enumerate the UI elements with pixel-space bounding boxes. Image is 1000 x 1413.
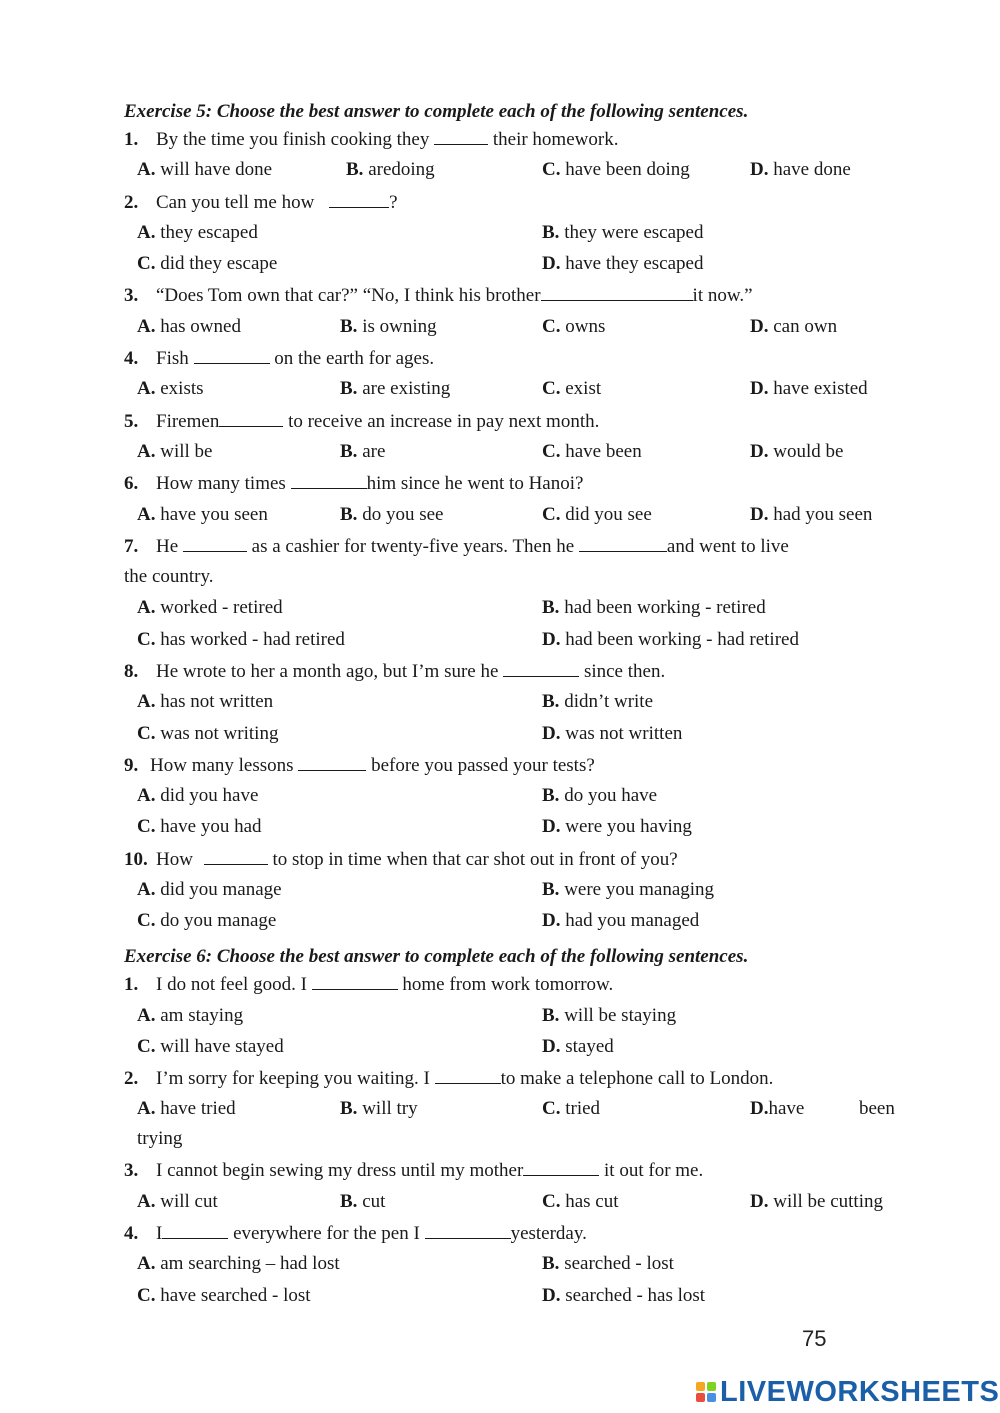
option-b[interactable]: B. searched - lost bbox=[542, 1253, 674, 1274]
option-a[interactable]: A. am searching – had lost bbox=[137, 1253, 340, 1274]
option-a[interactable]: A. worked - retired bbox=[137, 597, 283, 618]
option-c[interactable]: C. owns bbox=[542, 316, 606, 337]
answer-blank[interactable] bbox=[435, 1067, 501, 1084]
answer-blank[interactable] bbox=[291, 472, 367, 489]
question-5-2: 2. Can you tell me how ? bbox=[124, 192, 398, 213]
option-b[interactable]: B. will be staying bbox=[542, 1005, 677, 1026]
option-b[interactable]: B. do you have bbox=[542, 785, 658, 806]
question-5-9: 9. How many lessons before you passed your tests? bbox=[124, 755, 595, 776]
option-d[interactable]: D. have they escaped bbox=[542, 253, 704, 274]
question-6-3: 3. I cannot begin sewing my dress until my mother it out for me. bbox=[124, 1160, 704, 1181]
option-a[interactable]: A. has not written bbox=[137, 691, 274, 712]
answer-blank[interactable] bbox=[434, 128, 488, 145]
option-a[interactable]: A. will be bbox=[137, 441, 213, 462]
option-d[interactable]: D.have bbox=[750, 1098, 805, 1119]
option-d[interactable]: D. will be cutting bbox=[750, 1191, 883, 1212]
option-c[interactable]: C. did you see bbox=[542, 504, 652, 525]
option-c[interactable]: C. was not writing bbox=[137, 723, 279, 744]
logo-text: LIVEWORKSHEETS bbox=[720, 1375, 1000, 1408]
option-c[interactable]: C. do you manage bbox=[137, 910, 277, 931]
option-a[interactable]: A. did you have bbox=[137, 785, 259, 806]
option-a[interactable]: A. am staying bbox=[137, 1005, 244, 1026]
option-d[interactable]: D. have existed bbox=[750, 378, 868, 399]
answer-blank[interactable] bbox=[579, 535, 667, 552]
option-c[interactable]: C. have searched - lost bbox=[137, 1285, 311, 1306]
question-5-7-continued: the country. bbox=[124, 566, 214, 587]
option-b[interactable]: B. were you managing bbox=[542, 879, 715, 900]
option-a[interactable]: A. did you manage bbox=[137, 879, 282, 900]
question-5-3: 3. “Does Tom own that car?” “No, I think his brother it now.” bbox=[124, 285, 753, 306]
exercise-5-heading: Exercise 5: Choose the best answer to complete each of the following sentences. bbox=[124, 101, 749, 122]
option-b[interactable]: B. they were escaped bbox=[542, 222, 704, 243]
option-c[interactable]: C. has cut bbox=[542, 1191, 619, 1212]
option-d[interactable]: D. searched - has lost bbox=[542, 1285, 706, 1306]
question-6-2: 2. I’m sorry for keeping you waiting. I to make a telephone call to London. bbox=[124, 1068, 774, 1089]
answer-blank[interactable] bbox=[425, 1222, 511, 1239]
answer-blank[interactable] bbox=[503, 660, 579, 677]
option-d-continued-line: trying bbox=[137, 1128, 183, 1149]
option-c[interactable]: C. has worked - had retired bbox=[137, 629, 345, 650]
answer-blank[interactable] bbox=[194, 347, 270, 364]
answer-blank[interactable] bbox=[183, 535, 247, 552]
option-b[interactable]: B. do you see bbox=[340, 504, 444, 525]
answer-blank[interactable] bbox=[298, 754, 366, 771]
option-d[interactable]: D. were you having bbox=[542, 816, 692, 837]
logo-icon bbox=[696, 1382, 716, 1402]
option-b[interactable]: B. aredoing bbox=[346, 159, 435, 180]
answer-blank[interactable] bbox=[162, 1222, 228, 1239]
answer-blank[interactable] bbox=[329, 191, 389, 208]
option-d[interactable]: D. was not written bbox=[542, 723, 683, 744]
question-5-4: 4. Fish on the earth for ages. bbox=[124, 348, 435, 369]
question-6-1: 1. I do not feel good. I home from work tomorrow. bbox=[124, 974, 614, 995]
option-c[interactable]: C. have you had bbox=[137, 816, 262, 837]
option-d[interactable]: D. can own bbox=[750, 316, 838, 337]
answer-blank[interactable] bbox=[219, 410, 283, 427]
page-number: 75 bbox=[802, 1326, 827, 1351]
option-b[interactable]: B. cut bbox=[340, 1191, 386, 1212]
option-d[interactable]: D. had you seen bbox=[750, 504, 873, 525]
option-d[interactable]: D. have done bbox=[750, 159, 851, 180]
option-c[interactable]: C. will have stayed bbox=[137, 1036, 284, 1057]
option-c[interactable]: C. have been doing bbox=[542, 159, 690, 180]
option-c[interactable]: C. have been bbox=[542, 441, 642, 462]
option-b[interactable]: B. are bbox=[340, 441, 386, 462]
option-b[interactable]: B. didn’t write bbox=[542, 691, 654, 712]
option-b[interactable]: B. will try bbox=[340, 1098, 418, 1119]
option-c[interactable]: C. tried bbox=[542, 1098, 601, 1119]
question-5-7: 7. He as a cashier for twenty-five years. Then he and went to live bbox=[124, 536, 789, 557]
question-5-5: 5. Firemen to receive an increase in pay next month. bbox=[124, 411, 600, 432]
option-a[interactable]: A. has owned bbox=[137, 316, 241, 337]
option-b[interactable]: B. are existing bbox=[340, 378, 451, 399]
option-a[interactable]: A. they escaped bbox=[137, 222, 258, 243]
answer-blank[interactable] bbox=[204, 848, 268, 865]
option-c[interactable]: C. exist bbox=[542, 378, 602, 399]
option-d[interactable]: D. stayed bbox=[542, 1036, 614, 1057]
option-b[interactable]: B. had been working - retired bbox=[542, 597, 766, 618]
exercise-6-heading: Exercise 6: Choose the best answer to complete each of the following sentences. bbox=[124, 946, 749, 967]
option-b[interactable]: B. is owning bbox=[340, 316, 437, 337]
option-d[interactable]: D. had been working - had retired bbox=[542, 629, 799, 650]
option-a[interactable]: A. have tried bbox=[137, 1098, 236, 1119]
question-5-8: 8. He wrote to her a month ago, but I’m sure he since then. bbox=[124, 661, 666, 682]
answer-blank[interactable] bbox=[541, 284, 693, 301]
question-5-6: 6. How many times him since he went to Hanoi? bbox=[124, 473, 584, 494]
option-a[interactable]: A. will cut bbox=[137, 1191, 218, 1212]
option-d[interactable]: D. had you managed bbox=[542, 910, 700, 931]
answer-blank[interactable] bbox=[312, 973, 398, 990]
question-6-4: 4. I everywhere for the pen I yesterday. bbox=[124, 1223, 587, 1244]
option-a[interactable]: A. will have done bbox=[137, 159, 273, 180]
option-d-continued: been bbox=[859, 1098, 895, 1119]
option-a[interactable]: A. exists bbox=[137, 378, 204, 399]
option-a[interactable]: A. have you seen bbox=[137, 504, 268, 525]
answer-blank[interactable] bbox=[523, 1159, 599, 1176]
question-5-1: 1. By the time you finish cooking they their homework. bbox=[124, 129, 619, 150]
liveworksheets-logo[interactable] bbox=[696, 1372, 999, 1412]
question-5-10: 10. How to stop in time when that car shot out in front of you? bbox=[124, 849, 678, 870]
option-d[interactable]: D. would be bbox=[750, 441, 844, 462]
option-c[interactable]: C. did they escape bbox=[137, 253, 278, 274]
